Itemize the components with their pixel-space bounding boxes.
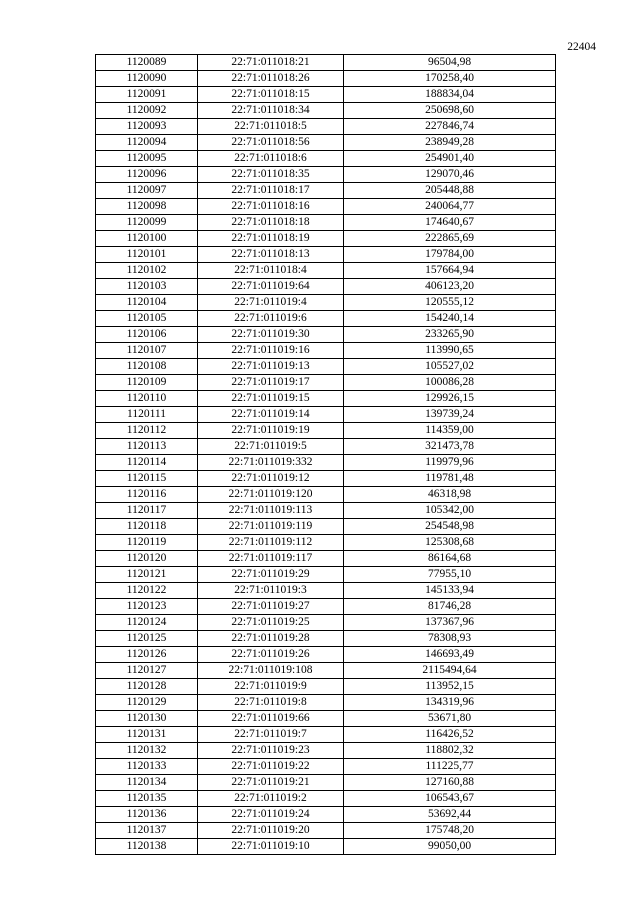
cadastral-number-cell: 22:71:011018:18 [198,215,344,231]
row-number-cell: 1120101 [96,247,198,263]
row-number-cell: 1120103 [96,279,198,295]
row-number-cell: 1120095 [96,151,198,167]
cadastral-number-cell: 22:71:011019:14 [198,407,344,423]
cadastral-number-cell: 22:71:011019:112 [198,535,344,551]
cadastral-number-cell: 22:71:011018:34 [198,103,344,119]
table-row [96,135,556,151]
row-number-cell: 1120097 [96,183,198,199]
row-number-cell: 1120105 [96,311,198,327]
table-row [96,631,556,647]
table-row [96,71,556,87]
value-cell: 53671,80 [344,711,556,727]
cadastral-number-cell: 22:71:011019:108 [198,663,344,679]
cadastral-number-cell: 22:71:011018:21 [198,55,344,71]
cadastral-number-cell: 22:71:011019:66 [198,711,344,727]
value-cell: 154240,14 [344,311,556,327]
table-row [96,103,556,119]
cadastral-number-cell: 22:71:011018:16 [198,199,344,215]
value-cell: 139739,24 [344,407,556,423]
table-row [96,375,556,391]
table-row [96,471,556,487]
row-number-cell: 1120116 [96,487,198,503]
cadastral-number-cell: 22:71:011018:35 [198,167,344,183]
value-cell: 105527,02 [344,359,556,375]
value-cell: 205448,88 [344,183,556,199]
value-cell: 99050,00 [344,839,556,855]
table-row [96,839,556,855]
table-row [96,791,556,807]
row-number-cell: 1120131 [96,727,198,743]
row-number-cell: 1120109 [96,375,198,391]
table-row [96,167,556,183]
cadastral-number-cell: 22:71:011019:15 [198,391,344,407]
cadastral-number-cell: 22:71:011019:22 [198,759,344,775]
table-row [96,391,556,407]
cadastral-number-cell: 22:71:011018:6 [198,151,344,167]
value-cell: 254548,98 [344,519,556,535]
table-row [96,567,556,583]
table-row [96,423,556,439]
value-cell: 125308,68 [344,535,556,551]
cadastral-number-cell: 22:71:011018:15 [198,87,344,103]
row-number-cell: 1120128 [96,679,198,695]
cadastral-number-cell: 22:71:011019:2 [198,791,344,807]
row-number-cell: 1120093 [96,119,198,135]
table-row [96,183,556,199]
row-number-cell: 1120129 [96,695,198,711]
value-cell: 53692,44 [344,807,556,823]
table-row [96,87,556,103]
table-row [96,151,556,167]
cadastral-number-cell: 22:71:011019:5 [198,439,344,455]
cadastral-number-cell: 22:71:011019:13 [198,359,344,375]
table-row [96,663,556,679]
row-number-cell: 1120134 [96,775,198,791]
cadastral-number-cell: 22:71:011019:10 [198,839,344,855]
value-cell: 118802,32 [344,743,556,759]
value-cell: 77955,10 [344,567,556,583]
table-row [96,647,556,663]
value-cell: 157664,94 [344,263,556,279]
cadastral-number-cell: 22:71:011018:17 [198,183,344,199]
row-number-cell: 1120098 [96,199,198,215]
table-row [96,231,556,247]
table-row [96,743,556,759]
row-number-cell: 1120115 [96,471,198,487]
cadastral-number-cell: 22:71:011019:23 [198,743,344,759]
row-number-cell: 1120127 [96,663,198,679]
row-number-cell: 1120123 [96,599,198,615]
value-cell: 100086,28 [344,375,556,391]
cadastral-number-cell: 22:71:011019:332 [198,455,344,471]
row-number-cell: 1120107 [96,343,198,359]
row-number-cell: 1120110 [96,391,198,407]
cadastral-number-cell: 22:71:011019:120 [198,487,344,503]
table-row [96,727,556,743]
value-cell: 222865,69 [344,231,556,247]
row-number-cell: 1120102 [96,263,198,279]
row-number-cell: 1120125 [96,631,198,647]
row-number-cell: 1120130 [96,711,198,727]
row-number-cell: 1120108 [96,359,198,375]
row-number-cell: 1120117 [96,503,198,519]
data-table [95,54,556,855]
value-cell: 233265,90 [344,327,556,343]
value-cell: 2115494,64 [344,663,556,679]
value-cell: 129926,15 [344,391,556,407]
value-cell: 134319,96 [344,695,556,711]
cadastral-number-cell: 22:71:011019:4 [198,295,344,311]
cadastral-number-cell: 22:71:011018:4 [198,263,344,279]
cadastral-number-cell: 22:71:011019:117 [198,551,344,567]
cadastral-number-cell: 22:71:011019:17 [198,375,344,391]
cadastral-number-cell: 22:71:011019:16 [198,343,344,359]
table-row [96,263,556,279]
value-cell: 254901,40 [344,151,556,167]
cadastral-number-cell: 22:71:011019:119 [198,519,344,535]
cadastral-number-cell: 22:71:011019:64 [198,279,344,295]
cadastral-number-cell: 22:71:011018:5 [198,119,344,135]
value-cell: 227846,74 [344,119,556,135]
cadastral-number-cell: 22:71:011019:19 [198,423,344,439]
row-number-cell: 1120106 [96,327,198,343]
table-row [96,439,556,455]
value-cell: 321473,78 [344,439,556,455]
table-row [96,295,556,311]
value-cell: 114359,00 [344,423,556,439]
table-row [96,407,556,423]
row-number-cell: 1120126 [96,647,198,663]
value-cell: 119781,48 [344,471,556,487]
row-number-cell: 1120136 [96,807,198,823]
value-cell: 86164,68 [344,551,556,567]
row-number-cell: 1120138 [96,839,198,855]
row-number-cell: 1120096 [96,167,198,183]
table-row [96,519,556,535]
table-row [96,599,556,615]
value-cell: 113952,15 [344,679,556,695]
page-number: 22404 [567,41,596,53]
row-number-cell: 1120100 [96,231,198,247]
row-number-cell: 1120118 [96,519,198,535]
table-row [96,583,556,599]
cadastral-number-cell: 22:71:011019:8 [198,695,344,711]
value-cell: 106543,67 [344,791,556,807]
table-row [96,119,556,135]
row-number-cell: 1120090 [96,71,198,87]
cadastral-number-cell: 22:71:011018:26 [198,71,344,87]
row-number-cell: 1120124 [96,615,198,631]
value-cell: 175748,20 [344,823,556,839]
cadastral-number-cell: 22:71:011019:29 [198,567,344,583]
row-number-cell: 1120092 [96,103,198,119]
row-number-cell: 1120112 [96,423,198,439]
value-cell: 146693,49 [344,647,556,663]
cadastral-number-cell: 22:71:011019:24 [198,807,344,823]
cadastral-number-cell: 22:71:011018:19 [198,231,344,247]
table-row [96,327,556,343]
value-cell: 250698,60 [344,103,556,119]
table-row [96,551,556,567]
cadastral-number-cell: 22:71:011019:30 [198,327,344,343]
table-row [96,503,556,519]
row-number-cell: 1120111 [96,407,198,423]
table-row [96,487,556,503]
value-cell: 116426,52 [344,727,556,743]
cadastral-number-cell: 22:71:011019:12 [198,471,344,487]
table-row [96,807,556,823]
cadastral-number-cell: 22:71:011019:25 [198,615,344,631]
value-cell: 46318,98 [344,487,556,503]
table-row [96,711,556,727]
table-row [96,215,556,231]
value-cell: 81746,28 [344,599,556,615]
table-body [96,55,556,855]
row-number-cell: 1120104 [96,295,198,311]
value-cell: 96504,98 [344,55,556,71]
table-row [96,279,556,295]
cadastral-number-cell: 22:71:011019:28 [198,631,344,647]
table-row [96,247,556,263]
value-cell: 78308,93 [344,631,556,647]
table-row [96,311,556,327]
row-number-cell: 1120091 [96,87,198,103]
cadastral-number-cell: 22:71:011019:20 [198,823,344,839]
row-number-cell: 1120120 [96,551,198,567]
table-row [96,359,556,375]
row-number-cell: 1120119 [96,535,198,551]
cadastral-number-cell: 22:71:011019:9 [198,679,344,695]
table-row [96,615,556,631]
cadastral-number-cell: 22:71:011019:26 [198,647,344,663]
value-cell: 113990,65 [344,343,556,359]
cadastral-number-cell: 22:71:011019:113 [198,503,344,519]
cadastral-number-cell: 22:71:011019:3 [198,583,344,599]
value-cell: 174640,67 [344,215,556,231]
row-number-cell: 1120135 [96,791,198,807]
table-row [96,455,556,471]
table-row [96,55,556,71]
value-cell: 179784,00 [344,247,556,263]
value-cell: 129070,46 [344,167,556,183]
cadastral-number-cell: 22:71:011019:21 [198,775,344,791]
row-number-cell: 1120133 [96,759,198,775]
table-row [96,343,556,359]
value-cell: 137367,96 [344,615,556,631]
cadastral-number-cell: 22:71:011018:56 [198,135,344,151]
table-row [96,679,556,695]
value-cell: 120555,12 [344,295,556,311]
cadastral-number-cell: 22:71:011019:27 [198,599,344,615]
row-number-cell: 1120137 [96,823,198,839]
cadastral-number-cell: 22:71:011019:7 [198,727,344,743]
row-number-cell: 1120113 [96,439,198,455]
value-cell: 406123,20 [344,279,556,295]
value-cell: 240064,77 [344,199,556,215]
table-row [96,695,556,711]
row-number-cell: 1120094 [96,135,198,151]
value-cell: 111225,77 [344,759,556,775]
row-number-cell: 1120099 [96,215,198,231]
table-row [96,759,556,775]
table-row [96,823,556,839]
row-number-cell: 1120122 [96,583,198,599]
value-cell: 127160,88 [344,775,556,791]
row-number-cell: 1120132 [96,743,198,759]
row-number-cell: 1120114 [96,455,198,471]
cadastral-number-cell: 22:71:011018:13 [198,247,344,263]
value-cell: 105342,00 [344,503,556,519]
value-cell: 145133,94 [344,583,556,599]
cadastral-number-cell: 22:71:011019:6 [198,311,344,327]
table-row [96,535,556,551]
value-cell: 238949,28 [344,135,556,151]
row-number-cell: 1120121 [96,567,198,583]
value-cell: 119979,96 [344,455,556,471]
table-row [96,775,556,791]
value-cell: 188834,04 [344,87,556,103]
value-cell: 170258,40 [344,71,556,87]
row-number-cell: 1120089 [96,55,198,71]
table-row [96,199,556,215]
